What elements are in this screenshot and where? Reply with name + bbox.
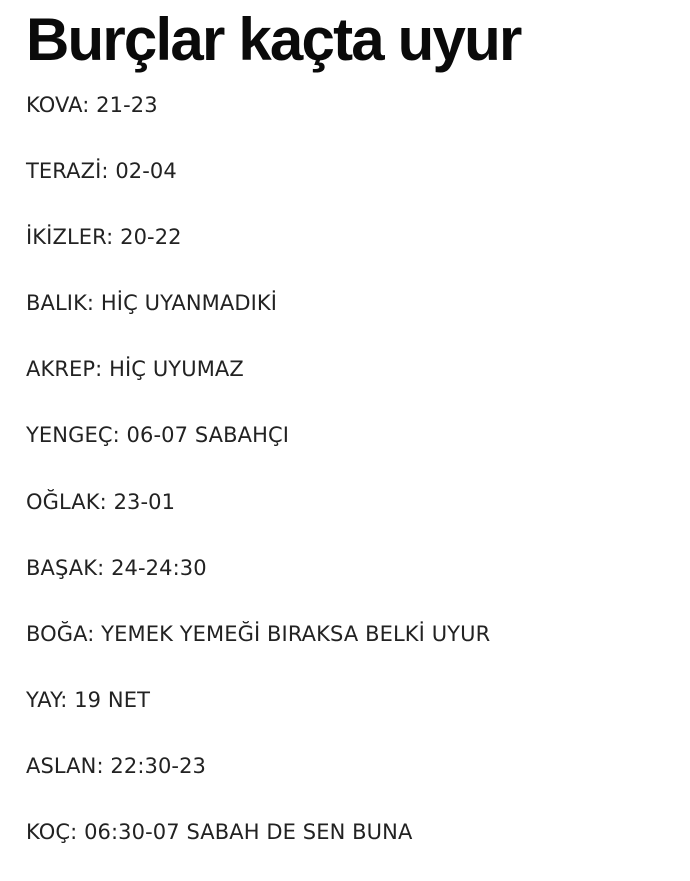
list-item-yay: YAY: 19 NET [26, 687, 151, 712]
list-item-yengec: YENGEÇ: 06-07 SABAHÇI [26, 423, 290, 448]
list-item-terazi: TERAZİ: 02-04 [26, 159, 177, 184]
list-item-kova: KOVA: 21-23 [26, 93, 158, 117]
list-item-ikizler: İKİZLER: 20-22 [26, 225, 182, 250]
list-item-koc: KOÇ: 06:30-07 SABAH DE SEN BUNA [26, 820, 413, 845]
list-item-oglak: OĞLAK: 23-01 [26, 489, 176, 514]
page-title: Burçlar kaçta uyur [26, 6, 521, 73]
list-item-aslan: ASLAN: 22:30-23 [26, 753, 207, 778]
sleep-times-list [26, 88, 676, 881]
list-item-boga: BOĞA: YEMEK YEMEĞİ BIRAKSA BELKİ UYUR [26, 621, 491, 646]
list-item-akrep: AKREP: HİÇ UYUMAZ [26, 357, 244, 382]
list-item-basak: BAŞAK: 24-24:30 [26, 555, 207, 580]
list-item-balik: BALIK: HİÇ UYANMADIKİ [26, 291, 278, 316]
